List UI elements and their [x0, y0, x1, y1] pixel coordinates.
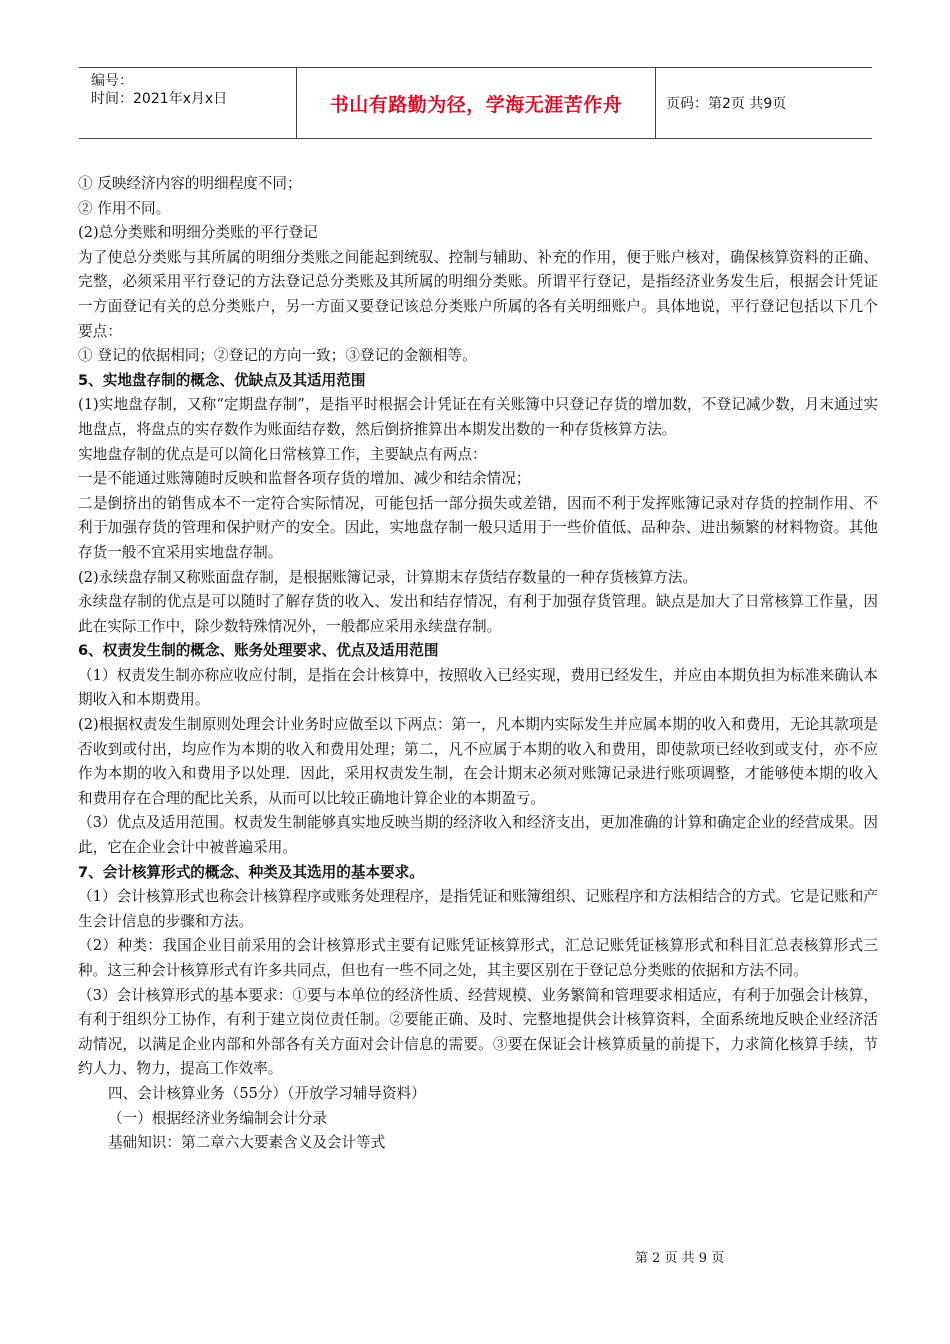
paragraph: 基础知识：第二章六大要素含义及会计等式 [108, 1134, 386, 1152]
doc-number-label: 编号： [91, 73, 133, 89]
paragraph: ① 登记的依据相同；②登记的方向一致；③登记的金额相等。 [78, 347, 477, 365]
paragraph: （1）会计核算形式也称会计核算程序或账务处理程序，是指凭证和账簿组织、记账程序和方法相结合的方式。它是记账和产生会计信息的步骤和方法。 [78, 888, 878, 930]
paragraph: (1)实地盘存制，又称“定期盘存制”，是指平时根据会计凭证在有关账簿中只登记存货的增加数，不登记减少数，月末通过实地盘点，将盘点的实存数作为账面结存数，然后倒挤推算出本期发出数的一种存货核算方法。 [78, 396, 878, 438]
document-body [78, 172, 878, 1156]
paragraph: 一是不能通过账簿随时反映和监督各项存货的增加、减少和结余情况； [78, 470, 531, 488]
page-header [79, 67, 872, 139]
section-heading: 5、实地盘存制的概念、优缺点及其适用范围 [78, 371, 366, 389]
paragraph: (2)永续盘存制又称账面盘存制，是根据账簿记录，计算期末存货结存数量的一种存货核算方法。 [78, 568, 698, 586]
section-heading: 7、会计核算形式的概念、种类及其选用的基本要求。 [78, 863, 424, 881]
page-footer: 第 2 页 共 9 页 [635, 1251, 725, 1266]
paragraph: （2）种类：我国企业目前采用的会计核算形式主要有记账凭证核算形式，汇总记账凭证核算形式和科目汇总表核算形式三种。这三种会计核算形式有许多共同点，但也有一些不同之处，其主要区别在于登记总分类账的依据和方法不同。 [78, 937, 878, 979]
paragraph: 为了使总分类账与其所属的明细分类账之间能起到统驭、控制与辅助、补充的作用，便于账户核对，确保核算资料的正确、完整，必须采用平行登记的方法登记总分类账及其所属的明细分类账。所谓平行登记，是指经济业务发生后，根据会计凭证一方面登记有关的总分类账户，另一方面又要登记该总分类账户所属的各有关明细账户。具体地说，平行登记包括以下几个要点： [78, 248, 878, 340]
paragraph: 永续盘存制的优点是可以随时了解存货的收入、发出和结存情况，有利于加强存货管理。缺点是加大了日常核算工作量，因此在实际工作中，除少数特殊情况外，一般都应采用永续盘存制。 [78, 593, 878, 635]
paragraph: （1）权责发生制亦称应收应付制，是指在会计核算中，按照收入已经实现，费用已经发生，并应由本期负担为标准来确认本期收入和本期费用。 [78, 666, 878, 709]
date-label: 时间：2021年x月x日 [91, 91, 228, 107]
header-page-number: 页码：第2页 共9页 [666, 96, 787, 112]
section-heading: 四、会计核算业务（55分）（开放学习辅导资料） [108, 1084, 426, 1102]
paragraph: (2)根据权责发生制原则处理会计业务时应做至以下两点：第一，凡本期内实际发生并应属本期的收入和费用，无论其款项是否收到或付出，均应作为本期的收入和费用处理；第二，凡不应属于本期的收入和费用，即使款项已经收到或支付，亦不应作为本期的收入和费用予以处理．因此，采用权责发生制，在会计期末必须对账簿记录进行账项调整，才能够使本期的收入和费用存在合理的配比关系，从而可以比较正确地计算企业的本期盈亏。 [78, 716, 878, 807]
header-meta [79, 68, 297, 138]
paragraph: 实地盘存制的优点是可以简化日常核算工作，主要缺点有两点： [78, 445, 487, 463]
paragraph: ② 作用不同。 [78, 199, 171, 217]
subsection-heading: （一）根据经济业务编制会计分录 [108, 1109, 327, 1127]
header-motto: 书山有路勤为径，学海无涯苦作舟 [297, 68, 656, 138]
paragraph: 二是倒挤出的销售成本不一定符合实际情况，可能包括一部分损失或差错，因而不利于发挥账簿记录对存货的控制作用、不利于加强存货的管理和保护财产的安全。因此，实地盘存制一般只适用于一些价值低、品种杂、进出频繁的材料物资。其他存货一般不宜采用实地盘存制。 [78, 494, 878, 561]
paragraph: （3）优点及适用范围。权责发生制能够真实地反映当期的经济收入和经济支出，更加准确的计算和确定企业的经营成果。因此，它在企业会计中被普遍采用。 [78, 814, 878, 857]
section-heading: 6、权责发生制的概念、账务处理要求、优点及适用范围 [78, 642, 439, 660]
paragraph: （3）会计核算形式的基本要求：①要与本单位的经济性质、经营规模、业务繁简和管理要求相适应，有利于加强会计核算，有利于组织分工协作，有利于建立岗位责任制。②要能正确、及时、完整地提供会计核算资料，全面系统地反映企业经济活动情况，以满足企业内部和外部各有关方面对会计信息的需要。③要在保证会计核算质量的前提下，力求简化核算手续，节约人力、物力，提高工作效率。 [78, 986, 878, 1078]
paragraph: ① 反映经济内容的明细程度不同； [78, 175, 302, 192]
paragraph: (2)总分类账和明细分类账的平行登记 [78, 224, 318, 242]
